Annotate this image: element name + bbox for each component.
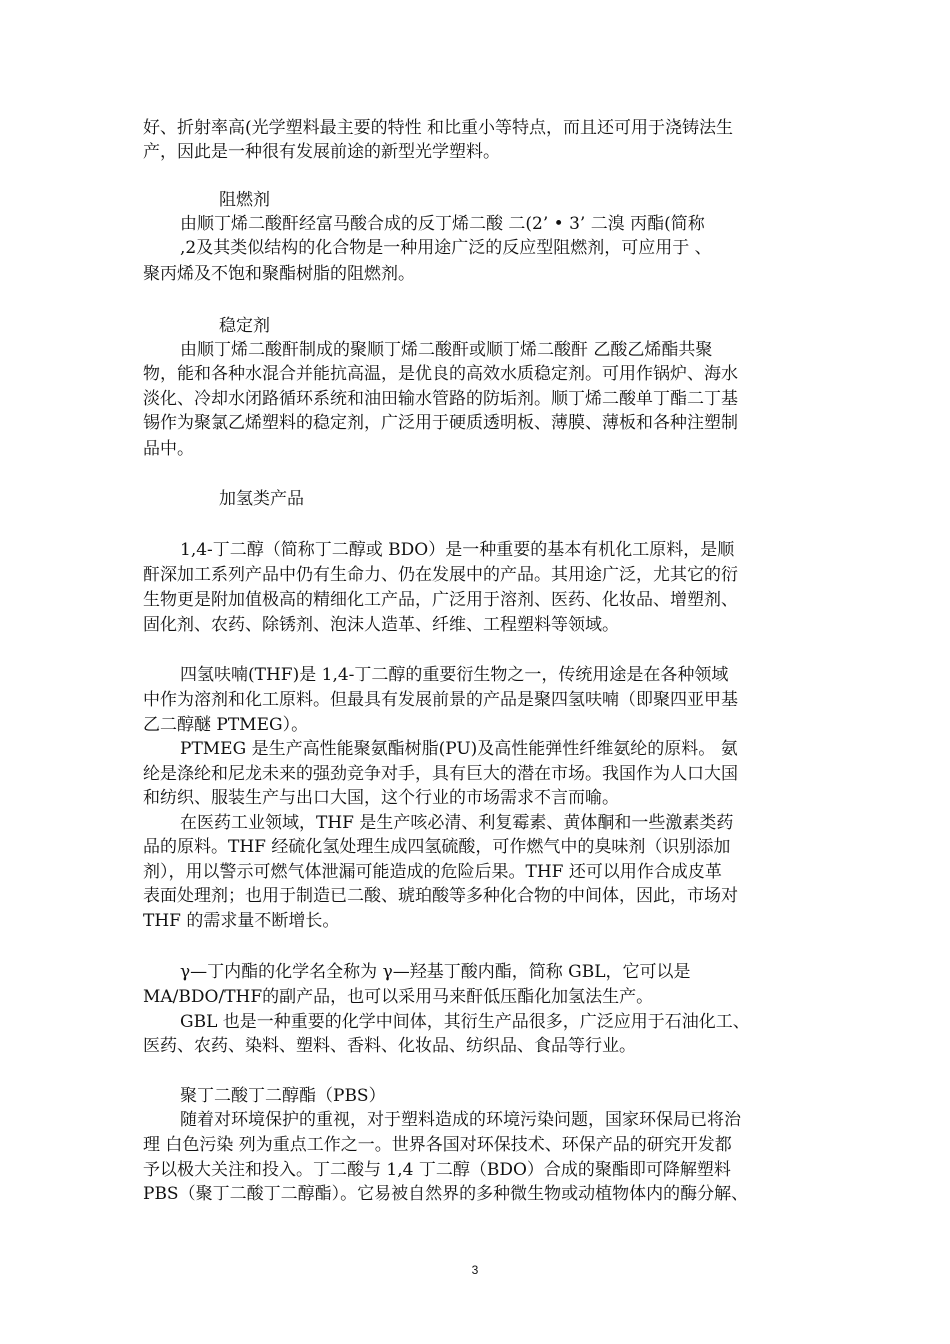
text-line: 医药、农药、染料、塑料、香料、化妆品、纺织品、食品等行业。 <box>143 1036 636 1056</box>
text-line: 由顺丁烯二酸酐制成的聚顺丁烯二酸酐或顺丁烯二酸酐 乙酸乙烯酯共聚 <box>180 340 713 360</box>
text-line: 聚丙烯及不饱和聚酯树脂的阻燃剂。 <box>143 264 415 284</box>
text-line: 1,4-丁二醇（简称丁二醇或 BDO）是一种重要的基本有机化工原料，是顺 <box>180 540 735 560</box>
text-line: ,2及其类似结构的化合物是一种用途广泛的反应型阻燃剂，可应用于 、 <box>180 238 712 258</box>
text-line: 予以极大关注和投入。丁二酸与 1,4 丁二醇（BDO）合成的聚酯即可降解塑料 <box>143 1160 731 1180</box>
text-line: 由顺丁烯二酸酐经富马酸合成的反丁烯二酸 二(2’ • 3’ 二溴 丙酯(简称 <box>180 214 705 234</box>
text-line: GBL 也是一种重要的化学中间体，其衍生产品很多，广泛应用于石油化工、 <box>180 1012 750 1032</box>
text-line: THF 的需求量不断增长。 <box>143 911 340 931</box>
text-line: 理 白色污染 列为重点工作之一。世界各国对环保技术、环保产品的研究开发都 <box>143 1135 732 1155</box>
text-line: PBS（聚丁二酸丁二醇酯）。它易被自然界的多种微生物或动植物体内的酶分解、 <box>143 1184 749 1204</box>
text-line: PTMEG 是生产高性能聚氨酯树脂(PU)及高性能弹性纤维氨纶的原料。 氨 <box>180 739 738 759</box>
text-line: 产，因此是一种很有发展前途的新型光学塑料。 <box>143 142 500 162</box>
section-heading: 聚丁二酸丁二醇酯（PBS） <box>180 1086 386 1106</box>
text-line: 中作为溶剂和化工原料。但最具有发展前景的产品是聚四氢呋喃（即聚四亚甲基 <box>143 690 738 710</box>
text-line: γ—丁内酯的化学名全称为 γ—羟基丁酸内酯，简称 GBL，它可以是 <box>180 962 691 982</box>
section-heading: 阻燃剂 <box>219 190 270 210</box>
page-number: 3 <box>471 1263 479 1277</box>
text-line: 酐深加工系列产品中仍有生命力、仍在发展中的产品。其用途广泛，尤其它的衍 <box>143 565 738 585</box>
text-line: 和纺织、服装生产与出口大国，这个行业的市场需求不言而喻。 <box>143 788 619 808</box>
text-line: 品的原料。THF 经硫化氢处理生成四氢硫酸，可作燃气中的臭味剂（识别添加 <box>143 837 731 857</box>
text-line: 生物更是附加值极高的精细化工产品，广泛用于溶剂、医药、化妆品、增塑剂、 <box>143 590 738 610</box>
section-heading: 加氢类产品 <box>219 489 304 509</box>
text-line: 固化剂、农药、除锈剂、泡沫人造革、纤维、工程塑料等领域。 <box>143 615 619 635</box>
text-line: 淡化、冷却水闭路循环系统和油田输水管路的防垢剂。顺丁烯二酸单丁酯二丁基 <box>143 389 738 409</box>
text-line: 在医药工业领域，THF 是生产咳必清、利复霉素、黄体酮和一些激素类药 <box>180 813 734 833</box>
text-line: 品中。 <box>143 439 194 459</box>
text-line: 随着对环境保护的重视，对于塑料造成的环境污染问题，国家环保局已将治 <box>180 1110 741 1130</box>
text-line: 锡作为聚氯乙烯塑料的稳定剂，广泛用于硬质透明板、薄膜、薄板和各种注塑制 <box>143 413 738 433</box>
text-line: 四氢呋喃(THF)是 1,4-丁二醇的重要衍生物之一，传统用途是在各种领域 <box>180 665 729 685</box>
section-heading: 稳定剂 <box>219 316 270 336</box>
text-line: 剂），用以警示可燃气体泄漏可能造成的危险后果。THF 还可以用作合成皮革 <box>143 862 722 882</box>
text-line: MA/BDO/THF的副产品，也可以采用马来酐低压酯化加氢法生产。 <box>143 987 654 1007</box>
text-line: 乙二醇醚 PTMEG）。 <box>143 715 309 735</box>
text-line: 纶是涤纶和尼龙未来的强劲竞争对手，具有巨大的潜在市场。我国作为人口大国 <box>143 764 738 784</box>
text-line: 物，能和各种水混合并能抗高温，是优良的高效水质稳定剂。可用作锅炉、海水 <box>143 364 738 384</box>
text-line: 表面处理剂；也用于制造已二酸、琥珀酸等多种化合物的中间体，因此，市场对 <box>143 886 738 906</box>
text-line: 好、折射率高(光学塑料最主要的特性 和比重小等特点，而且还可用于浇铸法生 <box>143 118 734 138</box>
